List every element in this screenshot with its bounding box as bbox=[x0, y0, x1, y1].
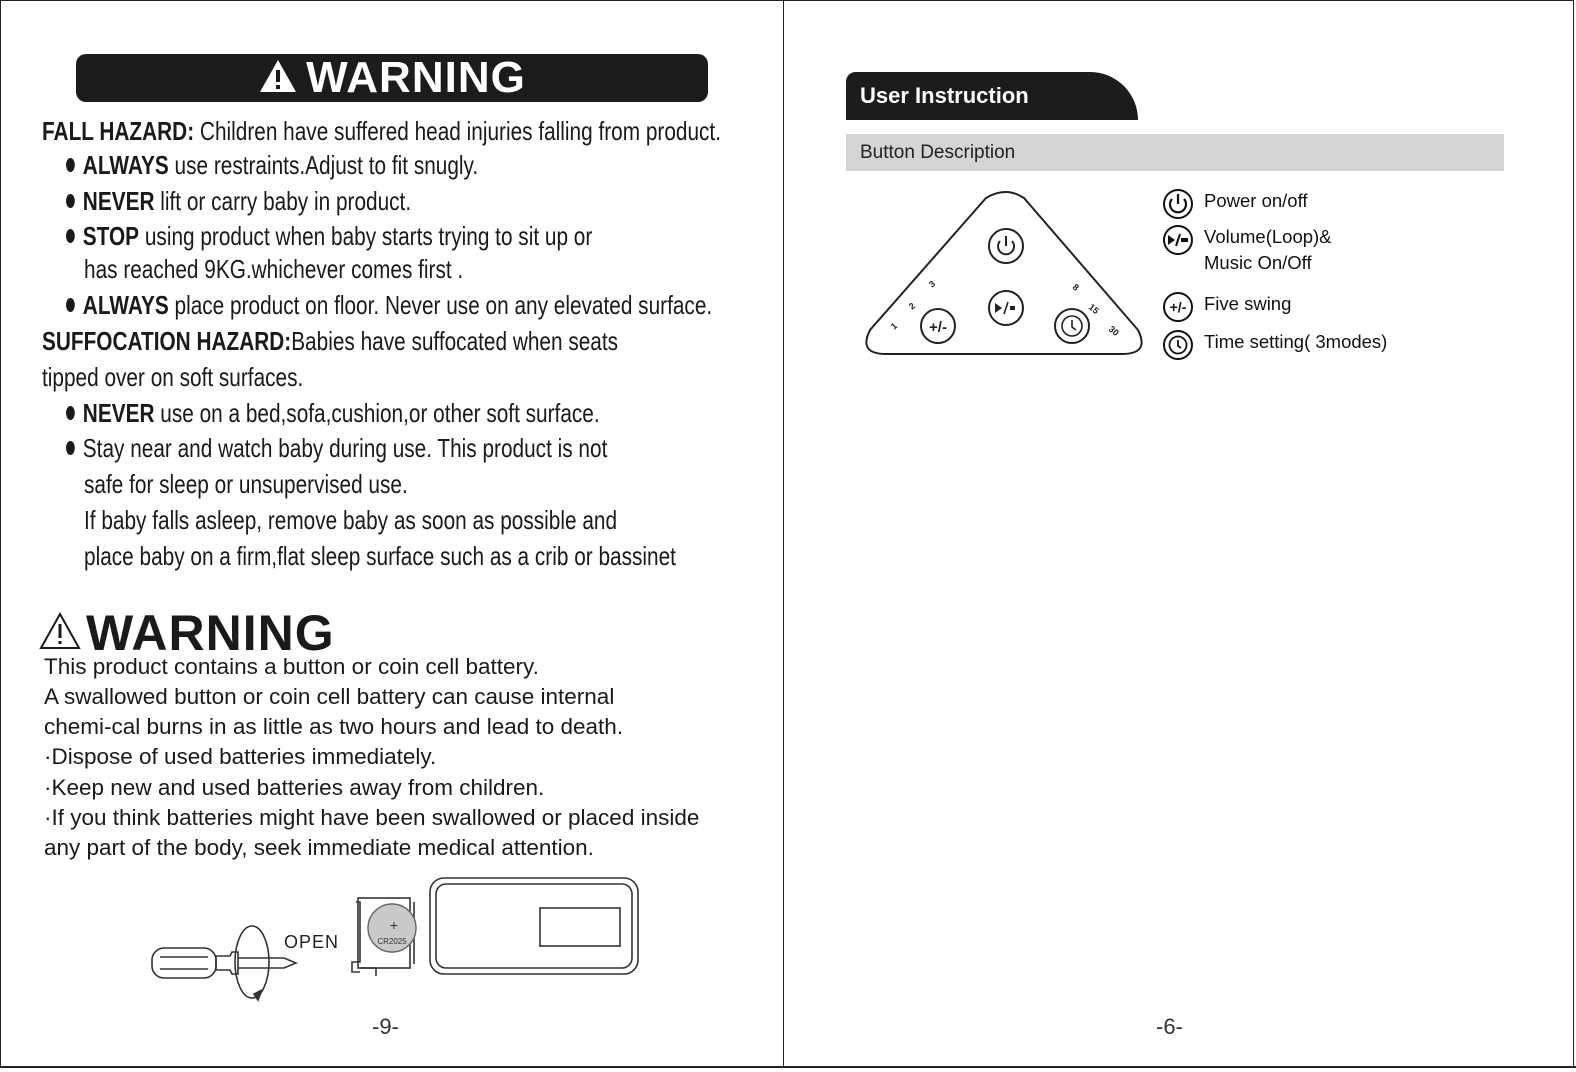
plus-minus-icon bbox=[1162, 291, 1194, 328]
play-volume-button bbox=[989, 291, 1023, 325]
battery-line: chemi-cal burns in as little as two hours and lead to death. bbox=[44, 714, 624, 739]
legend-volume: Volume(Loop)& Music On/Off bbox=[1162, 224, 1332, 276]
section-title: User Instruction bbox=[846, 72, 1138, 120]
fall-hazard-line bbox=[42, 116, 721, 146]
battery-line: This product contains a button or coin cell battery. bbox=[44, 654, 539, 679]
bottom-rule bbox=[0, 1066, 1576, 1068]
svg-text:3: 3 bbox=[926, 278, 938, 290]
warning-banner-title: WARNING bbox=[306, 53, 526, 102]
svg-text:+/-: +/- bbox=[929, 319, 947, 336]
list-item-continued: has reached 9KG.whichever comes first . bbox=[84, 254, 464, 284]
list-item: NEVER lift or carry baby in product. bbox=[66, 186, 411, 216]
battery-line: ·If you think batteries might have been swallowed or placed inside bbox=[44, 805, 700, 830]
power-icon bbox=[1162, 188, 1194, 225]
fall-hazard-label: FALL HAZARD: bbox=[42, 116, 195, 146]
battery-line: any part of the body, seek immediate medical attention. bbox=[44, 835, 594, 860]
warning-banner bbox=[76, 54, 708, 102]
svg-text:CR2025: CR2025 bbox=[377, 937, 407, 946]
warning-triangle-icon bbox=[258, 58, 298, 99]
list-item: ALWAYS use restraints.Adjust to fit snugly. bbox=[66, 150, 478, 180]
open-label: OPEN bbox=[284, 932, 340, 952]
page-number: -9- bbox=[372, 1014, 399, 1039]
warning-heading-title: WARNING bbox=[86, 605, 335, 661]
legend-power: Power on/off bbox=[1162, 188, 1308, 225]
coin-battery-icon bbox=[368, 904, 416, 952]
svg-text:15: 15 bbox=[1086, 301, 1101, 316]
list-item-continued: place baby on a firm,flat sleep surface such as a crib or bassinet bbox=[84, 541, 676, 571]
svg-text:8: 8 bbox=[1070, 281, 1081, 293]
list-item-continued: safe for sleep or unsupervised use. bbox=[84, 469, 408, 499]
device-outline bbox=[430, 878, 638, 974]
list-item: Stay near and watch baby during use. This product is not bbox=[66, 433, 607, 463]
battery-line: ·Keep new and used batteries away from children. bbox=[44, 775, 545, 800]
svg-text:1: 1 bbox=[888, 320, 900, 332]
plus-minus-button bbox=[921, 309, 955, 343]
play-volume-icon bbox=[1162, 224, 1194, 261]
timer-button bbox=[1055, 309, 1089, 343]
clock-icon bbox=[1162, 329, 1194, 366]
subsection-bar: Button Description bbox=[846, 134, 1504, 171]
list-item: NEVER use on a bed,sofa,cushion,or other soft surface. bbox=[66, 398, 600, 428]
legend-swing: +/- Five swing bbox=[1162, 291, 1291, 328]
svg-text:+: + bbox=[389, 917, 399, 933]
battery-diagram bbox=[146, 872, 646, 1007]
svg-text:+/-: +/- bbox=[1169, 299, 1187, 315]
power-button bbox=[989, 229, 1023, 263]
list-item: STOP using product when baby starts trying to sit up or bbox=[66, 221, 592, 251]
battery-line: A swallowed button or coin cell battery can cause internal bbox=[44, 684, 615, 709]
page-number: -6- bbox=[1156, 1014, 1183, 1039]
legend-timer: Time setting( 3modes) bbox=[1162, 329, 1387, 366]
list-item-continued: If baby falls asleep, remove baby as soon as possible and bbox=[84, 505, 618, 535]
control-panel-diagram bbox=[860, 190, 1150, 360]
suffocation-hazard-line: SUFFOCATION HAZARD:Babies have suffocated when seats bbox=[42, 326, 619, 356]
warning-triangle-icon bbox=[38, 611, 82, 656]
fall-hazard-text: Children have suffered head injuries falling from product. bbox=[199, 116, 722, 146]
suffocation-hazard-cont: tipped over on soft surfaces. bbox=[42, 362, 304, 392]
list-item: ALWAYS place product on floor. Never use on any elevated surface. bbox=[66, 290, 712, 320]
screwdriver-icon bbox=[152, 948, 296, 978]
page-divider bbox=[783, 0, 784, 1068]
suffocation-hazard-label: SUFFOCATION HAZARD: bbox=[42, 326, 292, 356]
svg-text:2: 2 bbox=[906, 300, 918, 312]
svg-text:30: 30 bbox=[1106, 323, 1121, 338]
battery-line: ·Dispose of used batteries immediately. bbox=[44, 744, 437, 769]
rotation-arrow-icon bbox=[235, 926, 269, 1000]
